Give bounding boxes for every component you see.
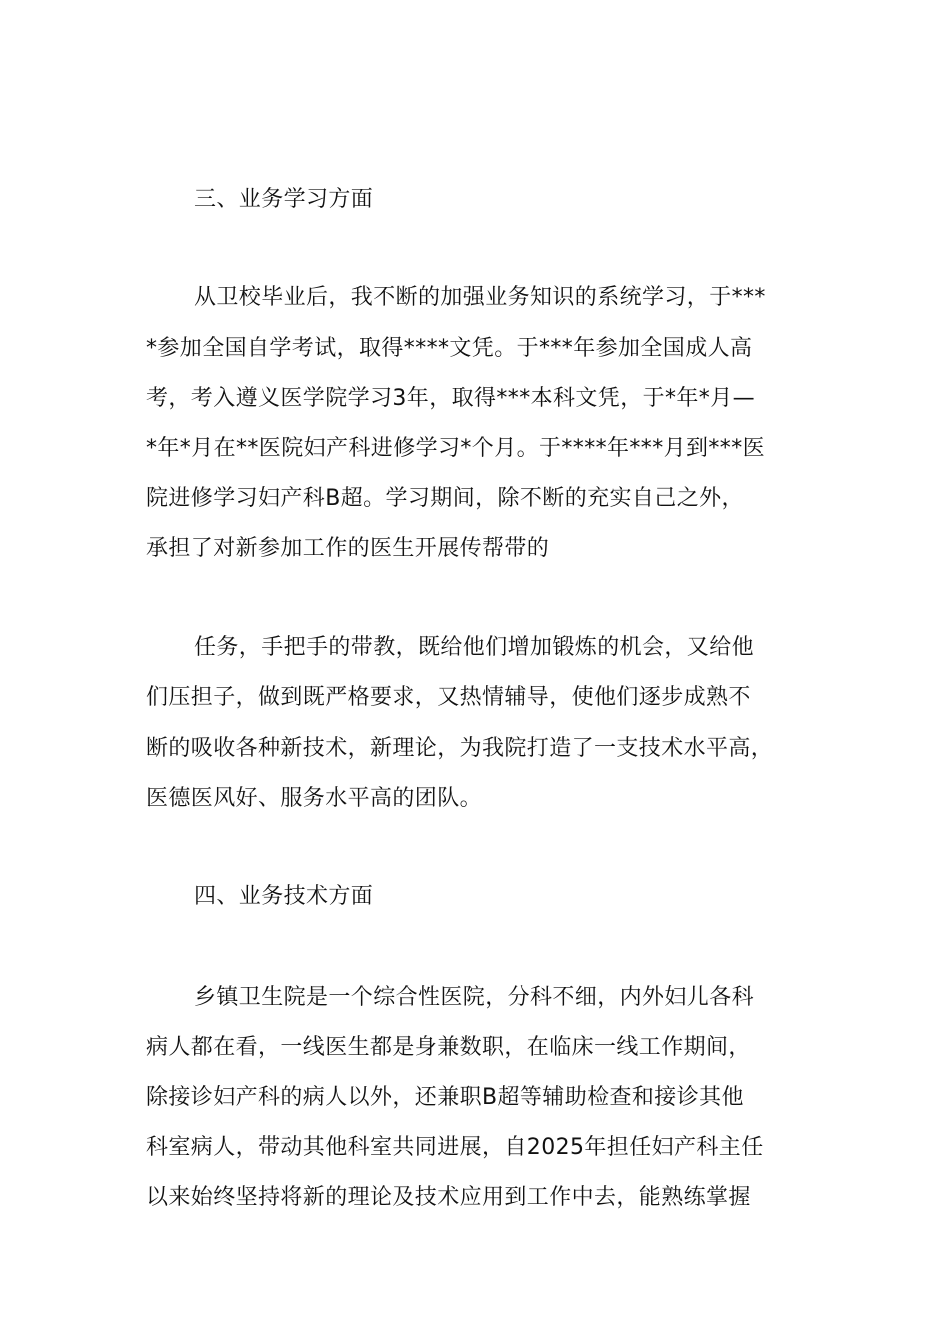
paragraph-line: 除接诊妇产科的病人以外，还兼职B超等辅助检查和接诊其他 — [146, 1085, 744, 1110]
paragraph-line: 们压担子，做到既严格要求，又热情辅导，使他们逐步成熟不 — [146, 685, 751, 710]
paragraph-line: 病人都在看，一线医生都是身兼数职，在临床一线工作期间， — [146, 1035, 751, 1060]
paragraph-line: 任务，手把手的带教，既给他们增加锻炼的机会，又给他 — [194, 635, 755, 660]
section-heading-3: 三、业务学习方面 — [194, 187, 374, 212]
section-heading-4: 四、业务技术方面 — [194, 884, 374, 909]
paragraph-line: 从卫校毕业后，我不断的加强业务知识的系统学习，于*** — [194, 285, 766, 310]
paragraph-line: *参加全国自学考试，取得****文凭。于***年参加全国成人高 — [146, 336, 753, 361]
paragraph-line: 考，考入遵义医学院学习3年，取得***本科文凭，于*年*月— — [146, 386, 755, 411]
paragraph-line: 院进修学习妇产科B超。学习期间，除不断的充实自己之外， — [146, 486, 744, 511]
paragraph-line: 承担了对新参加工作的医生开展传帮带的 — [146, 536, 550, 561]
paragraph-line: *年*月在**医院妇产科进修学习*个月。于****年***月到***医 — [146, 436, 766, 461]
paragraph-line: 断的吸收各种新技术，新理论，为我院打造了一支技术水平高， — [146, 736, 774, 761]
paragraph-line: 医德医风好、服务水平高的团队。 — [146, 786, 483, 811]
paragraph-line: 乡镇卫生院是一个综合性医院，分科不细，内外妇儿各科 — [194, 985, 755, 1010]
paragraph-line: 科室病人，带动其他科室共同进展，自2025年担任妇产科主任 — [146, 1135, 764, 1160]
paragraph-line: 以来始终坚持将新的理论及技术应用到工作中去，能熟练掌握 — [146, 1185, 751, 1210]
